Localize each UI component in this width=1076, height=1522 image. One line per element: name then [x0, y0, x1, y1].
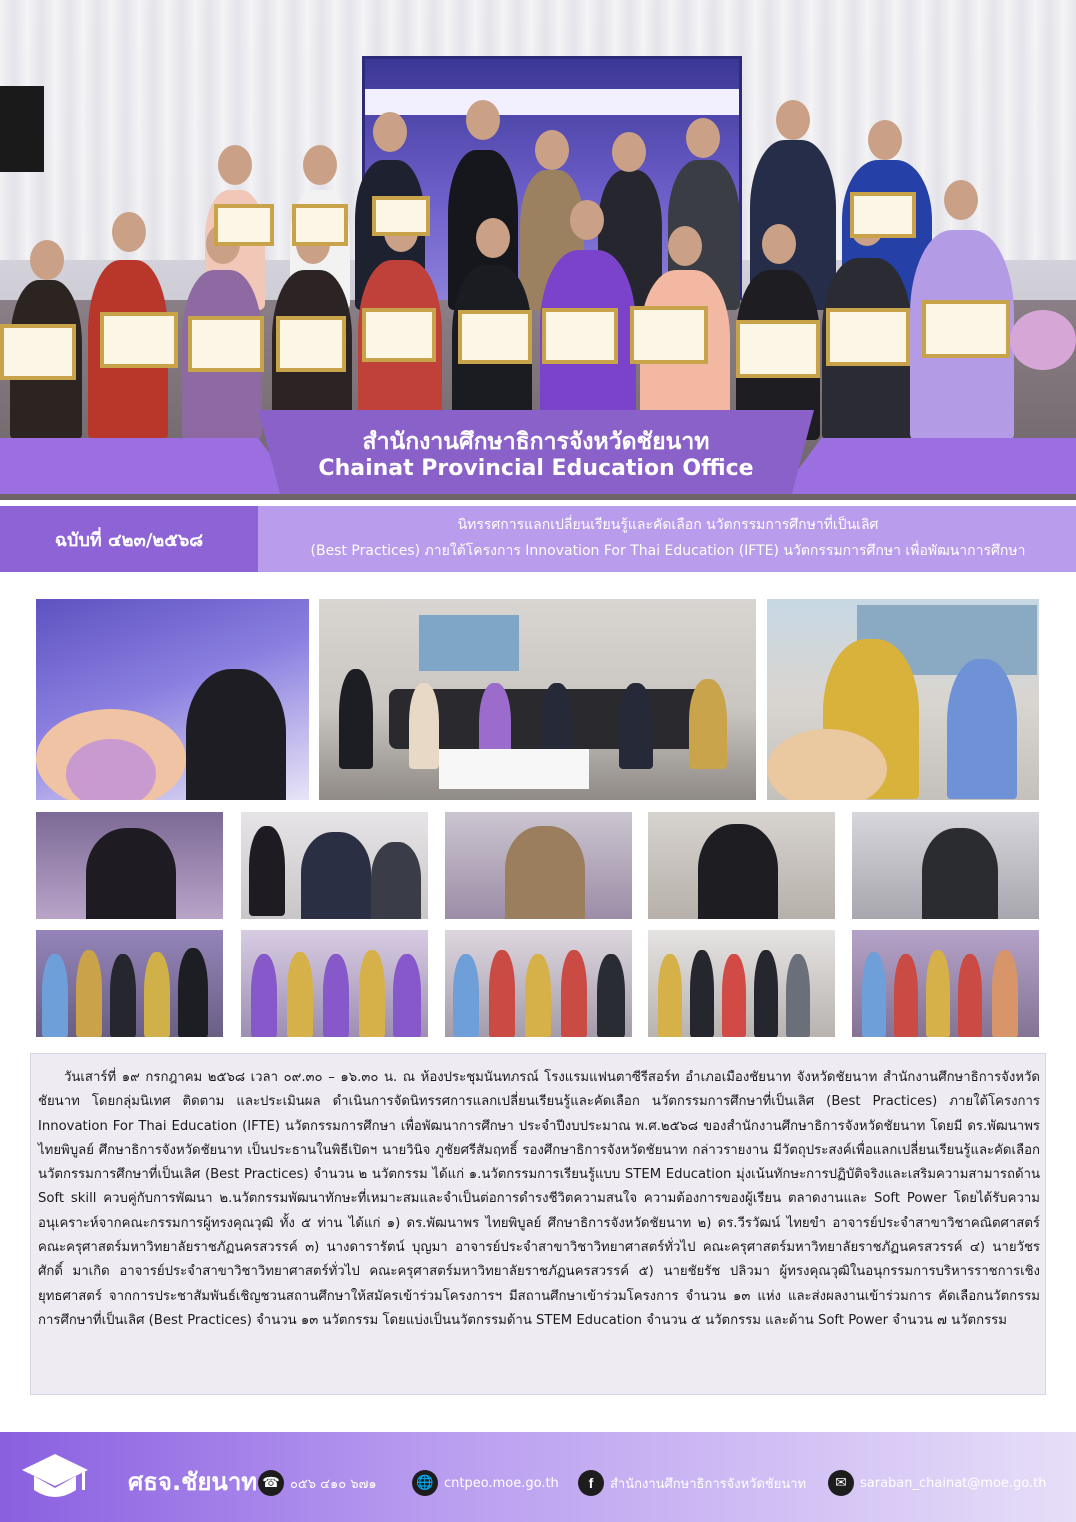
footer-website[interactable] [412, 1470, 559, 1496]
certificate [372, 196, 430, 236]
certificate [850, 192, 916, 238]
office-name-th: สำนักงานศึกษาธิการจังหวัดชัยนาท [362, 429, 710, 455]
issue-title-line1: นิทรรศการแลกเปลี่ยนเรียนรู้และคัดเลือก นวัตกรรมการศึกษาที่เป็นเลิศ [457, 517, 879, 533]
facebook-page[interactable]: สำนักงานศึกษาธิการจังหวัดชัยนาท [610, 1476, 807, 1492]
photo-group-2 [241, 930, 428, 1037]
certificate [542, 308, 618, 364]
certificate [276, 316, 346, 372]
globe-icon: 🌐 [412, 1470, 438, 1496]
photo-group-4 [648, 930, 835, 1037]
issue-title-line2: (Best Practices) ภายใต้โครงการ Innovation For Thai Education (IFTE) นวัตกรรมการศึกษา เพื่อพัฒนาการศึกษา [310, 543, 1026, 559]
photo-group-5 [852, 930, 1039, 1037]
certificate [826, 308, 910, 366]
certificate [188, 316, 264, 372]
mail-icon: ✉ [828, 1470, 854, 1496]
footer-brand: ศธจ.ชัยนาท [128, 1468, 258, 1496]
footer-facebook[interactable] [578, 1470, 806, 1496]
certificate [630, 306, 708, 364]
certificate [362, 308, 436, 362]
footer-phone [258, 1470, 377, 1496]
issue-number: ฉบับที่ ๔๒๓/๒๕๖๘ [0, 506, 258, 572]
certificate [214, 204, 274, 246]
facebook-icon: f [578, 1470, 604, 1496]
phone-icon: ☎ [258, 1470, 284, 1496]
certificate [458, 310, 532, 364]
photo-group-1 [36, 930, 223, 1037]
office-name-en: Chainat Provincial Education Office [318, 456, 754, 481]
photo-reporter-speech [767, 599, 1039, 800]
issue-title [268, 512, 1068, 564]
article-paragraph: วันเสาร์ที่ ๑๙ กรกฎาคม ๒๕๖๘ เวลา ๐๙.๓๐ – ๑๖.๓๐ น. ณ ห้องประชุมนันทภรณ์ โรงแรมแฟนตาซีรีสอร์ท อำเภอเมืองชัยนาท จังหวัดชัยนาท สำนักงานศึกษาธิการจังหวัดชัยนาท โดยกลุ่มนิเทศ ติดตาม และประเมินผล ดำเนินการจัดนิทรรศการแลกเปลี่ยนเรียนรู้และคัดเลือก นวัตกรรมการศึกษาที่เป็นเลิศ (Best Practices) ภายใต้โครงการ Innovation For Thai Education (IFTE) นวัตกรรมการศึกษา เพื่อพัฒนาการศึกษา ประจำปีงบประมาณ พ.ศ.๒๕๖๘ ของสำนักงานศึกษาธิการจังหวัดชัยนาท โดยมี ดร.พัฒนาพร ไทยพิบูลย์ ศึกษาธิการจังหวัดชัยนาท เป็นประธานในพิธีเปิดฯ นายวินิจ ภูชัยศรีสัมฤทธิ์ รองศึกษาธิการจังหวัดชัยนาท กล่าวรายงาน มีวัตถุประสงค์เพื่อแลกเปลี่ยนเรียนรู้และคัดเลือกนวัตกรรมการศึกษาที่เป็นเลิศ (Best Practices) จำนวน ๒ นวัตกรรม ได้แก่ ๑.นวัตกรรมการเรียนรู้แบบ STEM Education มุ่งเน้นทักษะการปฏิบัติจริงและเสริมความสามารถด้าน Soft skill ควบคู่กับการพัฒนา ๒.นวัตกรรมพัฒนาทักษะที่เหมาะสมและจำเป็นต่อการดำรงชีวิตความสนใจ ความต้องการของผู้เรียน ตลาดงานและ Soft Power โดยได้รับความอนุเคราะห์จากคณะกรรมการผู้ทรงคุณวุฒิ ทั้ง ๕ ท่าน ได้แก่ ๑) ดร.พัฒนาพร ไทยพิบูลย์ ศึกษาธิการจังหวัดชัยนาท ๒) ดร.วีรวัฒน์ ไทยขำ อาจารย์ประจำสาขาวิชาคณิตศาสตร์ คณะครุศาสตร์มหาวิทยาลัยราชภัฏนครสวรรค์ ๓) นางดารารัตน์ บุญมา อาจารย์ประจำสาขาวิชาวิทยาศาสตร์ทั่วไป คณะครุศาสตร์มหาวิทยาลัยราชภัฏนครสวรรค์ ๔) นายวัชรศักดิ์ มาเกิด อาจารย์ประจำสาขาวิชาวิทยาศาสตร์ทั่วไป คณะครุศาสตร์มหาวิทยาลัยราชภัฏนครสวรรค์ ๕) นายชัยรัช ปลิวมา ผู้ทรงคุณวุฒิในอนุกรรมการบริหารราชการเชิงยุทธศาสตร์ จากการประชาสัมพันธ์เชิญชวนสถานศึกษาให้สมัครเข้าร่วมโครงการฯ มีสถานศึกษาเข้าร่วมโครงการ จำนวน ๑๓ แห่ง และส่งผลงานเข้าร่วมการ คัดเลือกนวัตกรรมการศึกษาที่เป็นเลิศ (Best Practices) จำนวน ๑๓ นวัตกรรม โดยแบ่งเป็นนวัตกรรมด้าน STEM Education จำนวน ๕ นวัตกรรม และด้าน Soft Power จำนวน ๗ นวัตกรรม [38, 1070, 1040, 1328]
photo-group-3 [445, 930, 632, 1037]
certificate [0, 324, 76, 380]
website-link[interactable]: cntpeo.moe.go.th [444, 1475, 559, 1491]
photo-judge-1 [36, 812, 223, 919]
flower-arrangement [1010, 310, 1076, 370]
certificate [922, 300, 1010, 358]
graduation-cap-icon [20, 1450, 90, 1506]
photo-speaker-podium [36, 599, 309, 800]
photo-presenter-2 [648, 812, 835, 919]
photo-sofa-guests [319, 599, 756, 800]
photo-judge-2 [241, 812, 428, 919]
photo-presenter [445, 812, 632, 919]
speaker [0, 86, 44, 172]
hero-photo [0, 0, 1076, 500]
certificate [736, 320, 820, 378]
email-address[interactable]: saraban_chainat@moe.go.th [860, 1475, 1047, 1491]
certificate [100, 312, 178, 368]
certificate [292, 204, 348, 246]
phone-number: ๐๕๖ ๔๑๐ ๖๗๑ [290, 1476, 377, 1492]
photo-presenter-3 [852, 812, 1039, 919]
footer-email[interactable] [828, 1470, 1046, 1496]
